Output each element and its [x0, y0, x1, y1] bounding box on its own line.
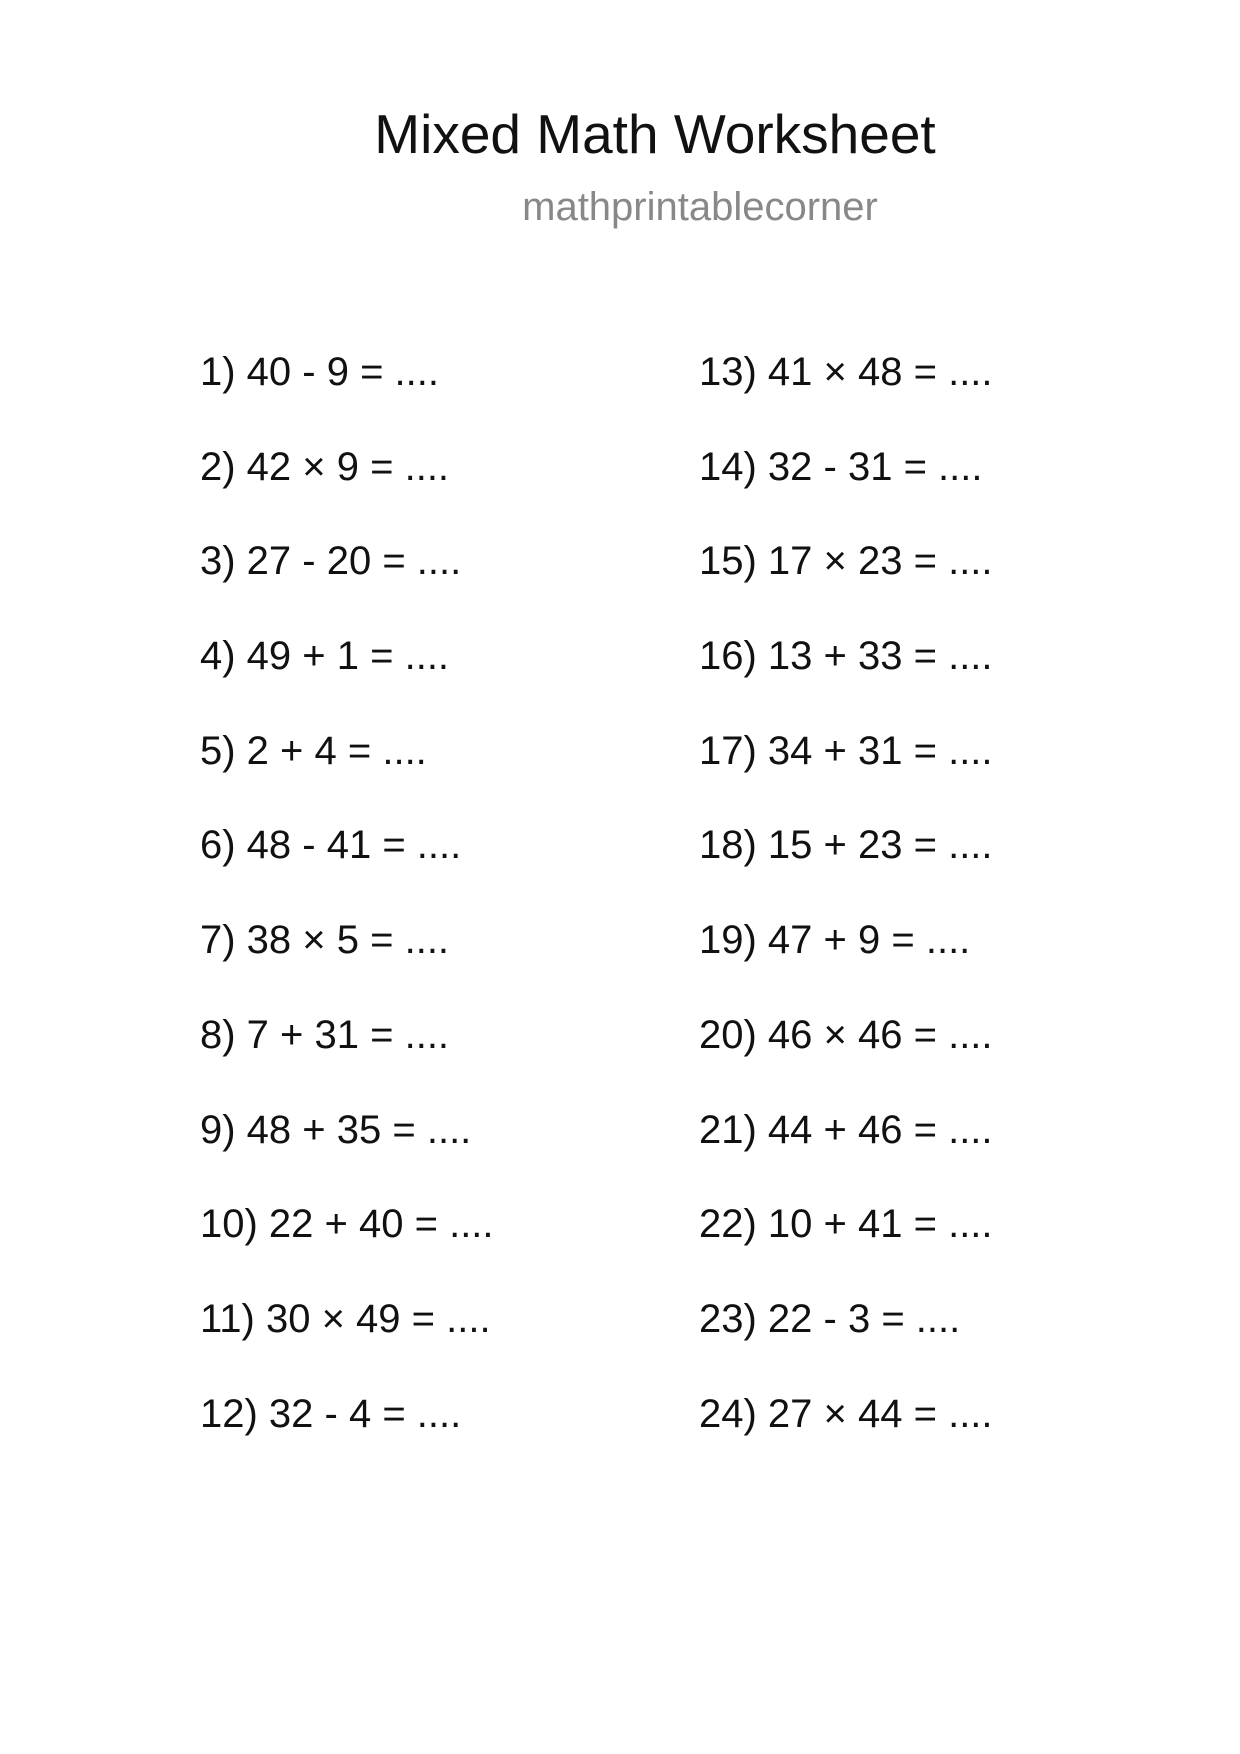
- problem-6: 6) 48 - 41 = ....: [200, 823, 462, 868]
- problem-4: 4) 49 + 1 = ....: [200, 634, 450, 679]
- problem-21: 21) 44 + 46 = ....: [699, 1107, 993, 1152]
- problem-list-right: [699, 348, 993, 1484]
- problem-11: 11) 30 × 49 = ....: [200, 1296, 491, 1341]
- problem-12: 12) 32 - 4 = ....: [200, 1391, 462, 1436]
- problem-13: 13) 41 × 48 = ....: [699, 350, 993, 394]
- problem-10: 10) 22 + 40 = ....: [200, 1202, 494, 1247]
- problem-23: 23) 22 - 3 = ....: [699, 1296, 961, 1341]
- problem-list-left: [200, 348, 494, 1484]
- problem-5: 5) 2 + 4 = ....: [200, 728, 427, 773]
- source-watermark: mathprintablecorner: [522, 185, 878, 229]
- problem-7: 7) 38 × 5 = ....: [200, 918, 450, 963]
- problem-15: 15) 17 × 23 = ....: [699, 539, 993, 584]
- worksheet-title: Mixed Math Worksheet: [374, 103, 936, 165]
- problem-18: 18) 15 + 23 = ....: [699, 823, 993, 868]
- problem-19: 19) 47 + 9 = ....: [699, 918, 971, 963]
- problem-9: 9) 48 + 35 = ....: [200, 1107, 472, 1152]
- problem-17: 17) 34 + 31 = ....: [699, 728, 993, 773]
- problem-24: 24) 27 × 44 = ....: [699, 1391, 993, 1436]
- problem-1: 1) 40 - 9 = ....: [200, 350, 440, 394]
- problem-16: 16) 13 + 33 = ....: [699, 634, 993, 679]
- problem-2: 2) 42 × 9 = ....: [200, 444, 450, 489]
- problem-3: 3) 27 - 20 = ....: [200, 539, 462, 584]
- problem-22: 22) 10 + 41 = ....: [699, 1202, 993, 1247]
- problem-14: 14) 32 - 31 = ....: [699, 444, 983, 489]
- problem-20: 20) 46 × 46 = ....: [699, 1012, 993, 1057]
- problem-8: 8) 7 + 31 = ....: [200, 1012, 450, 1057]
